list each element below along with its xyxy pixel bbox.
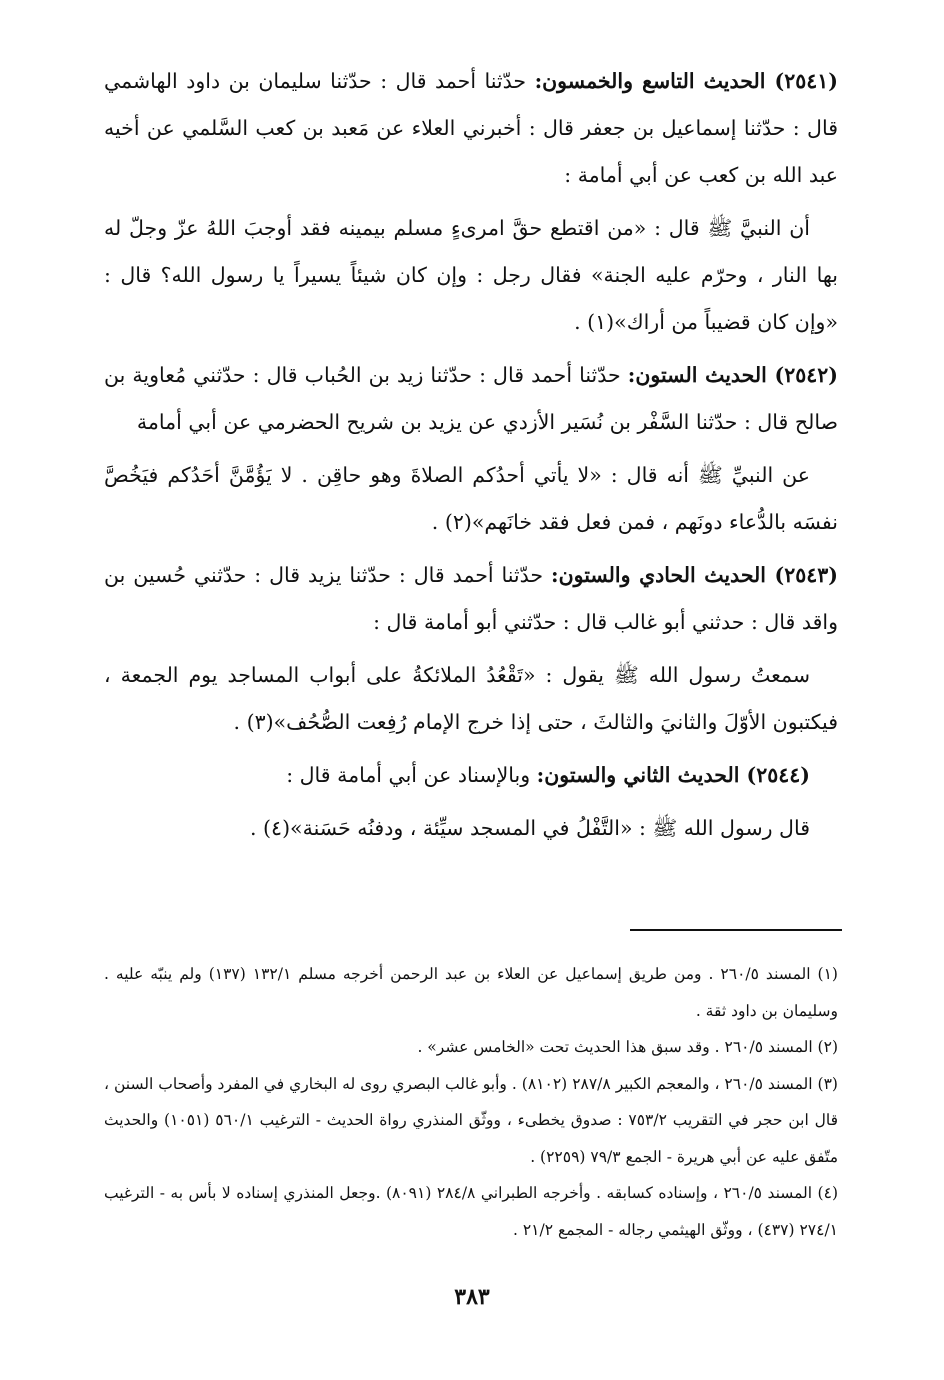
hadith-heading: (٢٥٤٤) الحديث الثاني والستون:	[536, 763, 810, 787]
page-number: ٣٨٣	[454, 1284, 490, 1310]
paragraph-text: قال رسول الله ﷺ : «التَّفْلُ في المسجد سيِّئة ، ودفنُه حَسَنة»(٤) .	[250, 816, 810, 840]
hadith-2544-text	[104, 805, 838, 852]
hadith-heading: (٢٥٤٢) الحديث الستون:	[627, 363, 838, 387]
footnotes	[104, 956, 838, 1248]
hadith-2543-text	[104, 652, 838, 746]
hadith-2544-chain	[104, 752, 838, 799]
paragraph-text: حدّثنا أحمد قال : حدّثنا زيد بن الحُباب قال : حدّثني مُعاوية بن صالح قال : حدّثنا السَّفْر بن نُسَير الأزدي عن يزيد بن شريح الحضرمي عن أبي أمامة	[104, 363, 838, 434]
hadith-heading: (٢٥٤٣) الحديث الحادي والستون:	[551, 563, 838, 587]
hadith-2541-chain	[104, 58, 838, 199]
footnote-divider	[630, 929, 842, 931]
hadith-2541-text	[104, 205, 838, 346]
hadith-heading: (٢٥٤١) الحديث التاسع والخمسون:	[534, 69, 838, 93]
paragraph-text: عن النبيِّ ﷺ أنه قال : «لا يأتي أحدُكم الصلاةَ وهو حاقِن . لا يَؤُمَّنَّ أحَدُكم فيَخُصَّ نفسَه بالدُّعاء دونَهم ، فمن فعل فقد خانَهم»(٢) .	[104, 463, 838, 534]
hadith-2543-chain	[104, 552, 838, 646]
footnote-4: (٤) المسند ٢٦٠/٥ ، وإسناده كسابقه . وأخرجه الطبراني ٢٨٤/٨ (٨٠٩١) .وجعل المنذري إسناده لا بأس به - الترغيب ٢٧٤/١ (٤٣٧) ، ووثّق الهيثمي رجاله - المجمع ٢١/٢ .	[104, 1184, 838, 1239]
main-text	[104, 58, 838, 858]
footnote-2: (٢) المسند ٢٦٠/٥ . وقد سبق هذا الحديث تحت «الخامس عشر» .	[417, 1038, 838, 1056]
footnote-3: (٣) المسند ٢٦٠/٥ ، والمعجم الكبير ٢٨٧/٨ (٨١٠٢) . وأبو غالب البصري روى له البخاري في المفرد وأصحاب السنن ، قال ابن حجر في التقريب ٧٥٣/٢ : صدوق يخطىء ، ووثّق المنذري رواة الحديث - الترغيب ٥٦٠/١ (١٠٥١) والحديث متّفق عليه عن أبي هريرة - الجمع ٧٩/٣ (٢٢٥٩) .	[104, 1074, 838, 1166]
paragraph-text: سمعتُ رسول الله ﷺ يقول : «تَقْعُدُ الملائكةُ على أبواب المساجد يوم الجمعة ، فيكتبون الأوّلَ والثانيَ والثالثَ ، حتى إذا خرج الإمام رُفِعت الصُّحُف»(٣) .	[104, 663, 838, 734]
paragraph-text: حدّثنا أحمد قال : حدّثنا سليمان بن داود الهاشمي قال : حدّثنا إسماعيل بن جعفر قال : أخبرني العلاء عن مَعبد بن كعب السَّلمي عن أخيه عبد الله بن كعب عن أبي أمامة :	[104, 69, 838, 187]
paragraph-text: أن النبيَّ ﷺ قال : «من اقتطع حقَّ امرىءٍ مسلم بيمينه فقد أوجبَ اللهُ عزّ وجلّ له بها النار ، وحرّم عليه الجنة» فقال رجل : وإن كان شيئاً يسيراً يا رسول الله؟ قال : «وإن كان قضيباً من أراك»(١) .	[104, 216, 838, 334]
paragraph-text: وبالإسناد عن أبي أمامة قال :	[286, 763, 537, 787]
paragraph-text: حدّثنا أحمد قال : حدّثنا يزيد قال : حدّثني حُسين بن واقد قال : حدثني أبو غالب قال : حدّثني أبو أمامة قال :	[104, 563, 838, 634]
hadith-2542-text	[104, 452, 838, 546]
hadith-2542-chain	[104, 352, 838, 446]
footnote-1: (١) المسند ٢٦٠/٥ . ومن طريق إسماعيل عن العلاء بن عبد الرحمن أخرجه مسلم ١٣٢/١ (١٣٧) ولم ينبّه عليه . وسليمان بن داود ثقة .	[104, 965, 838, 1020]
